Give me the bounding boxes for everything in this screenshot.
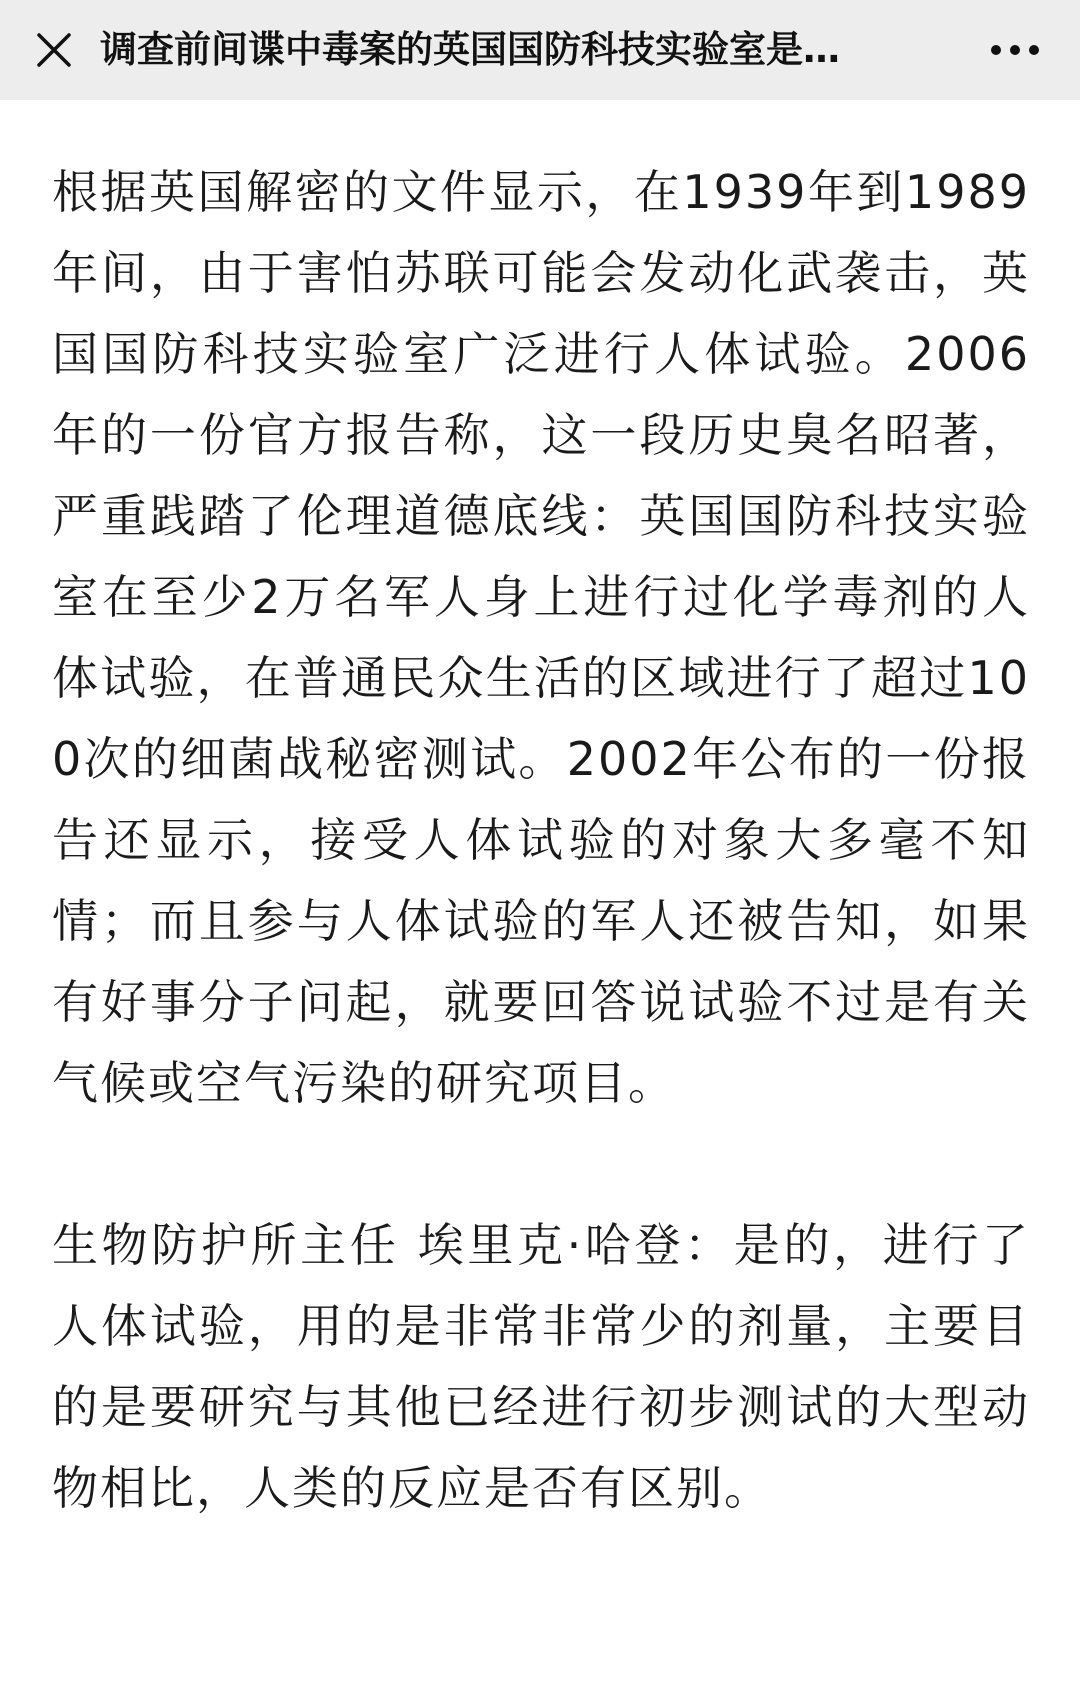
article-paragraph-1: 根据英国解密的文件显示，在1939年到1989年间，由于害怕苏联可能会发动化武袭击，英国国防科技实验室广泛进行人体试验。2006年的一份官方报告称，这一段历史臭名昭著，严重践踏了伦理道德底线：英国国防科技实验室在至少2万名军人身上进行过化学毒剂的人体试验，在普通民众生活的区域进行了超过100次的细菌战秘密测试。2002年公布的一份报告还显示，接受人体试验的对象大多毫不知情；而且参与人体试验的军人还被告知，如果有好事分子问起，就要回答说试验不过是有关气候或空气污染的研究项目。 — [52, 165, 1030, 1110]
close-icon — [34, 30, 74, 70]
article-body — [52, 152, 1030, 1529]
more-options-button[interactable] — [980, 22, 1050, 78]
article-paragraph-2: 生物防护所主任 埃里克·哈登：是的，进行了人体试验，用的是非常非常少的剂量，主要目的是要研究与其他已经进行初步测试的大型动物相比，人类的反应是否有区别。 — [52, 1218, 1030, 1515]
page-title: 调查前间谍中毒案的英国国防科技实验室是… — [100, 28, 840, 71]
navigation-bar — [0, 0, 1080, 100]
close-button[interactable] — [26, 22, 82, 78]
more-dots-icon — [990, 44, 1040, 56]
